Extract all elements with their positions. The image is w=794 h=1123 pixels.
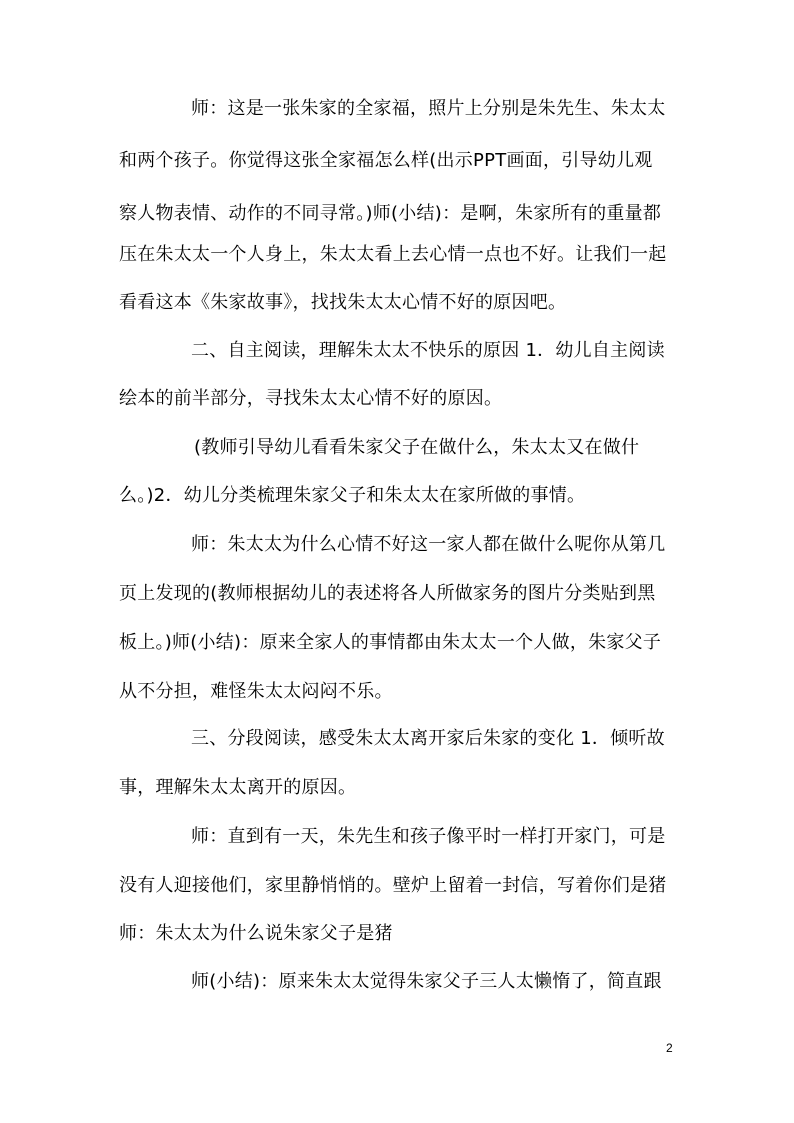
body-text-line: 从不分担，难怪朱太太闷闷不乐。 (119, 681, 393, 702)
body-text-line: 事，理解朱太太离开的原因。 (119, 777, 357, 798)
body-text-line: 压在朱太太一个人身上，朱太太看上去心情一点也不好。让我们一起 (119, 244, 667, 265)
body-text-line: 么。)2．幼儿分类梳理朱家父子和朱太太在家所做的事情。 (119, 485, 586, 506)
page-number: 2 (666, 1041, 673, 1055)
body-text-line: 师：这是一张朱家的全家福，照片上分别是朱先生、朱太太 (191, 98, 666, 119)
body-text-line: 没有人迎接他们，家里静悄悄的。壁炉上留着一封信，写着你们是猪 (119, 875, 667, 896)
body-text-line: 绘本的前半部分，寻找朱太太心情不好的原因。 (119, 388, 503, 409)
body-text-line: 看看这本《朱家故事》，找找朱太太心情不好的原因吧。 (119, 292, 567, 313)
body-text-line: 师：朱太太为什么说朱家父子是猪 (119, 923, 393, 944)
body-text-line: 师(小结)：原来朱太太觉得朱家父子三人太懒惰了，简直跟 (191, 971, 662, 992)
body-text-line: 板上。)师(小结)：原来全家人的事情都由朱太太一个人做，朱家父子 (119, 632, 662, 653)
body-text-line: 三、分段阅读，感受朱太太离开家后朱家的变化 1．倾听故 (191, 728, 665, 749)
body-text-line: 师：直到有一天，朱先生和孩子像平时一样打开家门，可是 (191, 826, 666, 847)
body-text-line: 师：朱太太为什么心情不好这一家人都在做什么呢你从第几 (191, 534, 666, 555)
body-text-line: 察人物表情、动作的不同寻常。)师(小结)：是啊，朱家所有的重量都 (119, 203, 662, 224)
body-text-line: (教师引导幼儿看看朱家父子在做什么，朱太太又在做什 (194, 437, 640, 458)
body-text-line: 页上发现的(教师根据幼儿的表述将各人所做家务的图片分类贴到黑 (119, 583, 656, 604)
body-text-line: 二、自主阅读，理解朱太太不快乐的原因 1．幼儿自主阅读 (191, 340, 665, 361)
body-text-line: 和两个孩子。你觉得这张全家福怎么样(出示PPT画面，引导幼儿观 (119, 150, 653, 171)
